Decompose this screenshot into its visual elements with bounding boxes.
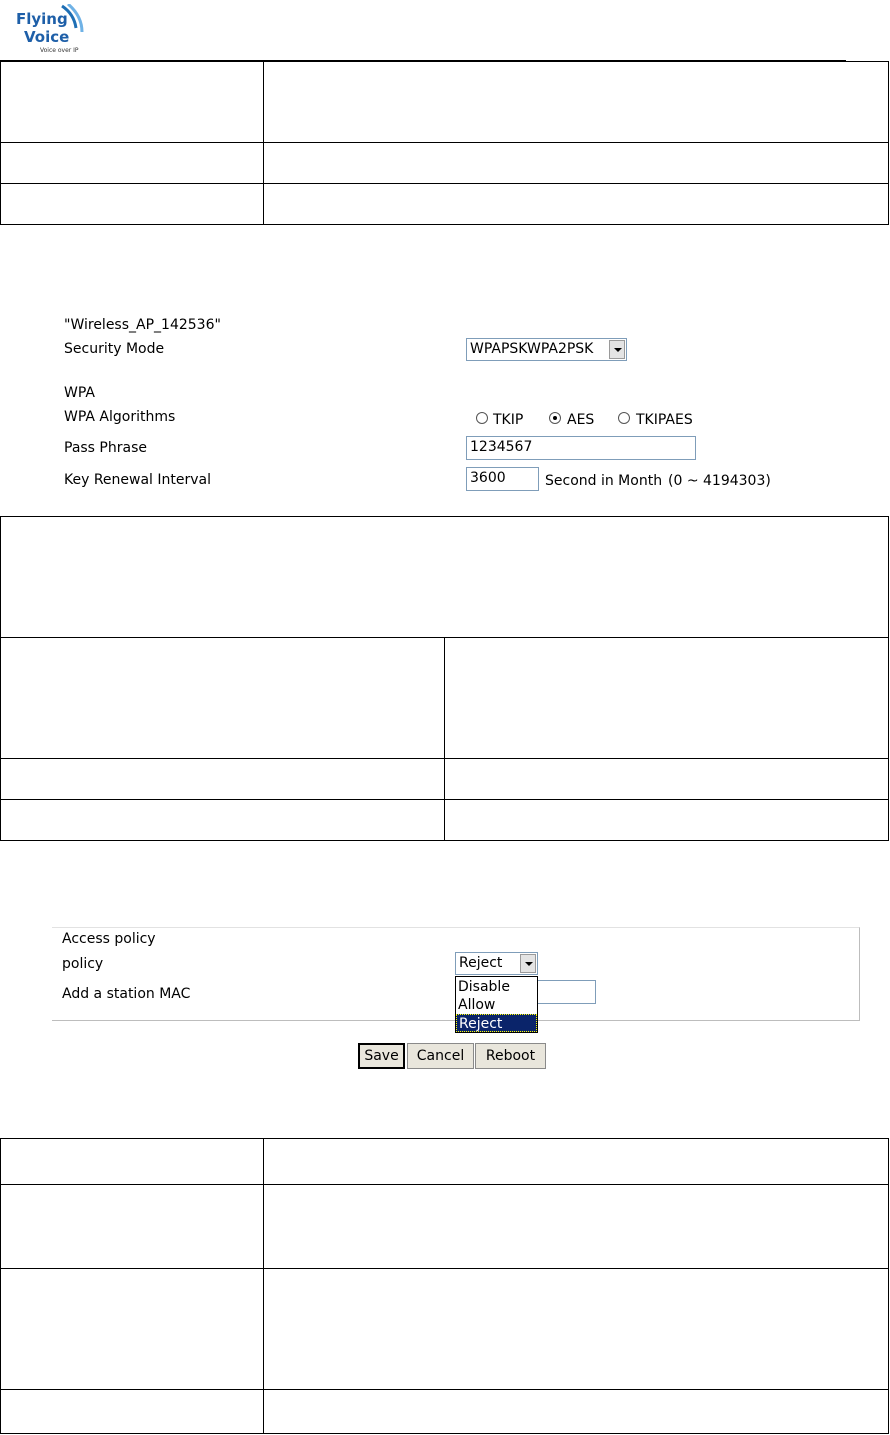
radio-tkip-label: TKIP: [493, 412, 524, 428]
policy-select[interactable]: Reject: [455, 952, 538, 975]
security-mode-label: Security Mode: [64, 341, 165, 357]
radio-tkipaes-label: TKIPAES: [636, 412, 693, 428]
table-cell: [264, 143, 889, 184]
chevron-down-icon[interactable]: [520, 954, 536, 973]
table-cell: [264, 184, 889, 225]
table-cell: [264, 62, 889, 143]
table-cell: [264, 1185, 889, 1269]
table-cell: [1, 638, 445, 759]
table-cell: [1, 184, 264, 225]
doc-table-2: [0, 516, 889, 841]
svg-text:Flying: Flying: [16, 10, 68, 28]
option-disable[interactable]: Disable: [458, 979, 510, 995]
cancel-button[interactable]: Cancel: [407, 1043, 474, 1069]
table-cell: [1, 759, 445, 800]
doc-table-1: [0, 61, 889, 225]
key-renewal-unit: Second in Month: [545, 473, 663, 489]
svg-text:Voice over IP: Voice over IP: [40, 47, 79, 54]
svg-text:Voice: Voice: [24, 28, 70, 46]
doc-table-3: [0, 1138, 889, 1434]
radio-tkipaes[interactable]: [618, 412, 630, 424]
wpa-algorithms-label: WPA Algorithms: [64, 409, 176, 425]
reboot-button[interactable]: Reboot: [475, 1043, 546, 1069]
radio-aes[interactable]: [549, 412, 561, 424]
key-renewal-range: (0 ~ 4194303): [668, 473, 771, 489]
save-button[interactable]: Save: [358, 1043, 405, 1069]
option-reject[interactable]: Reject: [456, 1014, 537, 1032]
policy-dropdown-list[interactable]: [455, 976, 538, 1033]
table-cell: [1, 62, 264, 143]
add-station-mac-label: Add a station MAC: [62, 986, 191, 1002]
pass-phrase-input[interactable]: 1234567: [466, 436, 696, 460]
table-cell: [1, 1390, 264, 1434]
security-mode-select[interactable]: WPAPSKWPA2PSK: [466, 338, 627, 361]
table-cell: [445, 800, 889, 841]
table-cell: [1, 517, 889, 638]
ssid-label: "Wireless_AP_142536": [64, 317, 221, 333]
table-cell: [1, 1139, 264, 1185]
radio-aes-label: AES: [567, 412, 595, 428]
table-cell: [264, 1269, 889, 1390]
table-cell: [1, 1269, 264, 1390]
policy-label: policy: [62, 956, 104, 972]
table-cell: [264, 1139, 889, 1185]
table-cell: [445, 759, 889, 800]
table-cell: [1, 143, 264, 184]
table-cell: [445, 638, 889, 759]
pass-phrase-label: Pass Phrase: [64, 440, 147, 456]
chevron-down-icon[interactable]: [609, 340, 625, 359]
key-renewal-label: Key Renewal Interval: [64, 472, 212, 488]
radio-tkip[interactable]: [476, 412, 488, 424]
station-mac-input[interactable]: [536, 980, 596, 1004]
key-renewal-input[interactable]: 3600: [466, 467, 539, 491]
wpa-heading: WPA: [64, 385, 95, 401]
option-allow[interactable]: Allow: [458, 997, 496, 1013]
access-policy-heading: Access policy: [62, 931, 156, 947]
table-cell: [1, 800, 445, 841]
flying-voice-logo: [14, 4, 86, 56]
table-cell: [264, 1390, 889, 1434]
table-cell: [1, 1185, 264, 1269]
